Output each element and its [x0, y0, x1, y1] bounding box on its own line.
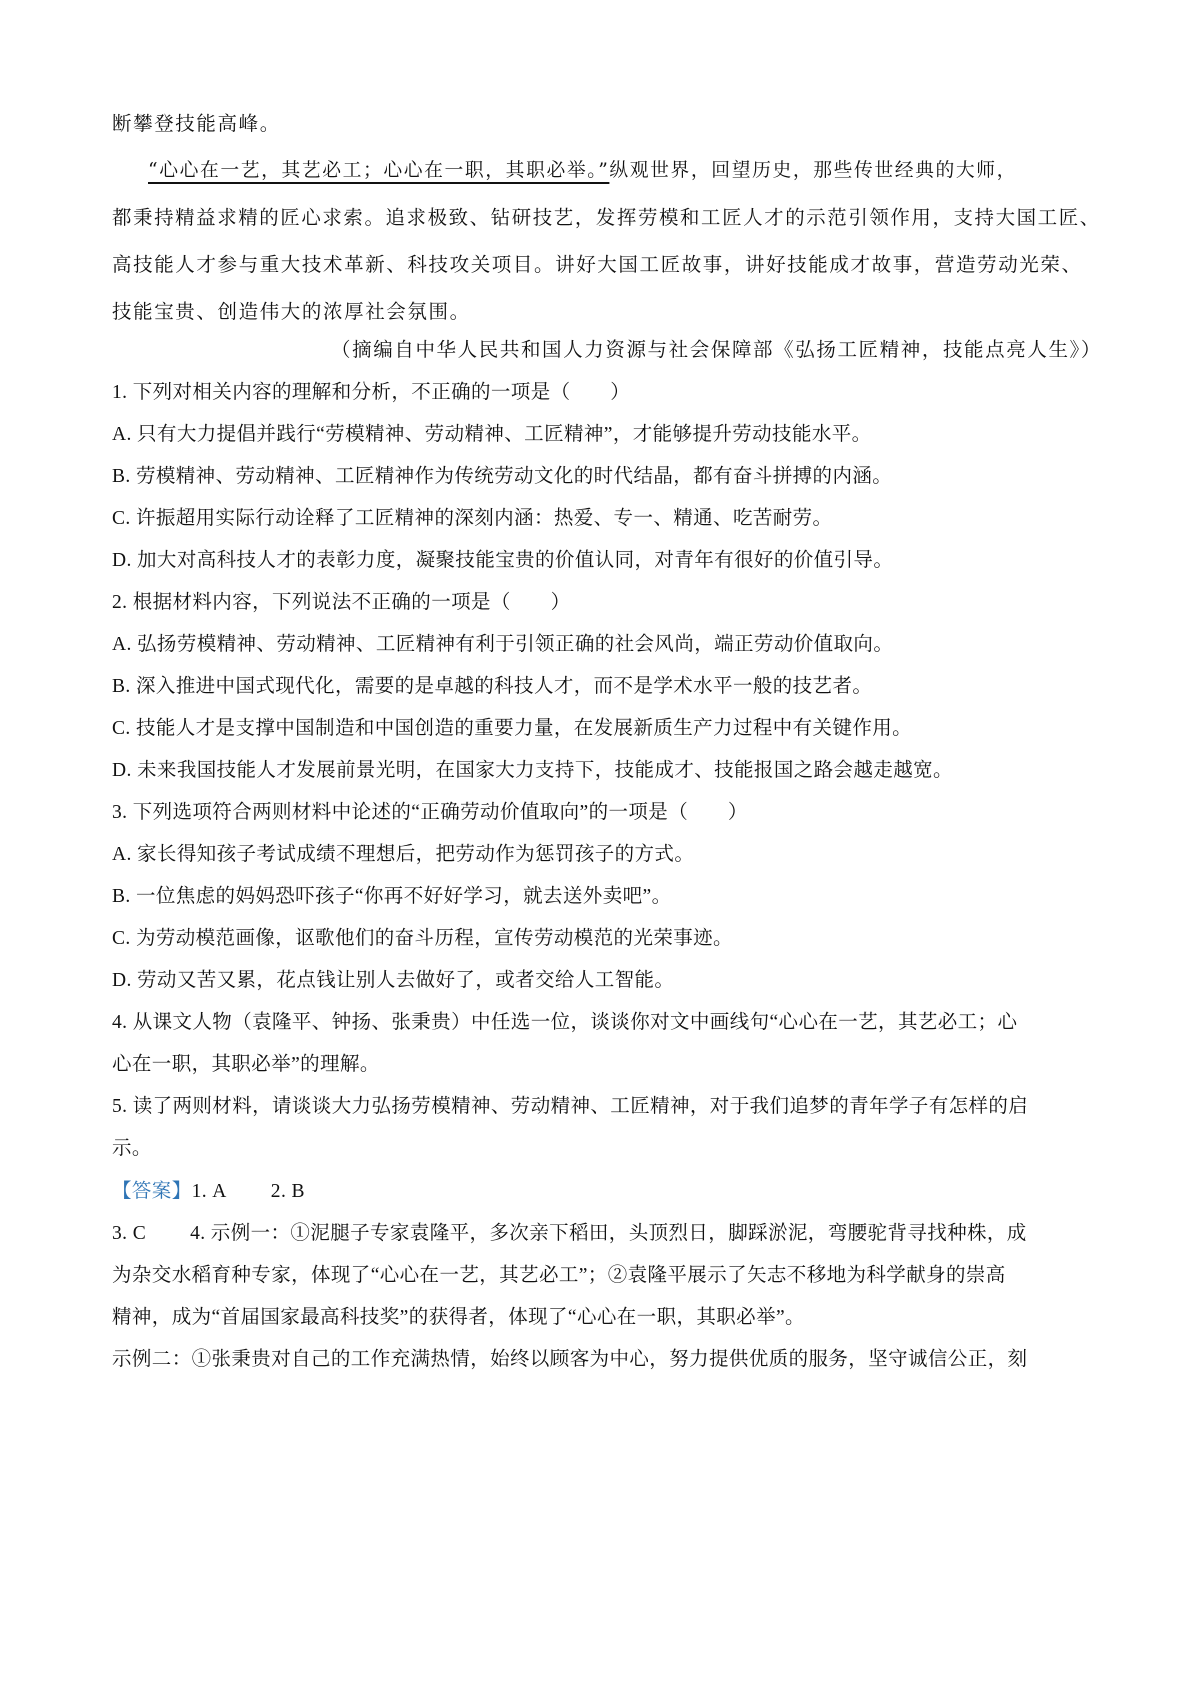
- question-option: C. 为劳动模范画像，讴歌他们的奋斗历程，宣传劳动模范的光荣事迹。: [112, 928, 733, 949]
- answer-4-text: 4. 示例一：①泥腿子专家袁隆平，多次亲下稻田，头顶烈日，脚踩淤泥，弯腰驼背寻找种株，成: [190, 1223, 1027, 1244]
- answer-tag: 【答案】: [112, 1181, 192, 1202]
- question-option: C. 技能人才是支撑中国制造和中国创造的重要力量，在发展新质生产力过程中有关键作用。: [112, 718, 913, 739]
- question-option: A. 只有大力提倡并践行“劳模精神、劳动精神、工匠精神”，才能够提升劳动技能水平。: [112, 424, 872, 445]
- answer-line: 精神，成为“首届国家最高科技奖”的获得者，体现了“心心在一职，其职必举”。: [112, 1307, 805, 1328]
- answer-line: [112, 1219, 1102, 1249]
- passage-line: 技能宝贵、创造伟大的浓厚社会氛围。: [112, 300, 471, 323]
- answer-line: 示例二：①张秉贵对自己的工作充满热情，始终以顾客为中心，努力提供优质的服务，坚守诚信公正，刻: [112, 1349, 1028, 1370]
- question-option: A. 弘扬劳模精神、劳动精神、工匠精神有利于引领正确的社会风尚，端正劳动价值取向。: [112, 634, 894, 655]
- question-option: B. 一位焦虑的妈妈恐吓孩子“你再不好好学习，就去送外卖吧”。: [112, 886, 672, 907]
- source-citation: （摘编自中华人民共和国人力资源与社会保障部《弘扬工匠精神，技能点亮人生》）: [331, 338, 1102, 361]
- question-stem: 2. 根据材料内容，下列说法不正确的一项是（ ）: [112, 592, 571, 613]
- answer-3: 3. C: [112, 1223, 147, 1244]
- question-stem: 心在一职，其职必举”的理解。: [112, 1054, 380, 1075]
- passage-line: 都秉持精益求精的匠心求索。追求极致、钻研技艺，发挥劳模和工匠人才的示范引领作用，支持大国工匠、: [112, 206, 1101, 229]
- question-option: A. 家长得知孩子考试成绩不理想后，把劳动作为惩罚孩子的方式。: [112, 844, 695, 865]
- question-stem: 3. 下列选项符合两则材料中论述的“正确劳动价值取向”的一项是（ ）: [112, 802, 748, 823]
- underlined-quote: “心心在一艺，其艺必工；心心在一职，其职必举。”: [148, 160, 610, 181]
- passage-text: 纵观世界，回望历史，那些传世经典的大师，: [609, 160, 1018, 181]
- question-option: D. 劳动又苦又累，花点钱让别人去做好了，或者交给人工智能。: [112, 970, 675, 991]
- question-option: B. 深入推进中国式现代化，需要的是卓越的科技人才，而不是学术水平一般的技艺者。: [112, 676, 873, 697]
- passage-line: 高技能人才参与重大技术革新、科技攻关项目。讲好大国工匠故事，讲好技能成才故事，营造劳动光荣、: [112, 253, 1083, 276]
- passage-line: [148, 156, 1138, 186]
- question-stem: 4. 从课文人物（袁隆平、钟扬、张秉贵）中任选一位，谈谈你对文中画线句“心心在一艺，其艺必工；心: [112, 1012, 1018, 1033]
- question-option: D. 未来我国技能人才发展前景光明，在国家大力支持下，技能成才、技能报国之路会越走越宽。: [112, 760, 953, 781]
- question-stem: 示。: [112, 1138, 152, 1159]
- question-option: C. 许振超用实际行动诠释了工匠精神的深刻内涵：热爱、专一、精通、吃苦耐劳。: [112, 508, 833, 529]
- question-stem: 5. 读了两则材料，请谈谈大力弘扬劳模精神、劳动精神、工匠精神，对于我们追梦的青年学子有怎样的启: [112, 1096, 1029, 1117]
- answer-2: 2. B: [270, 1181, 305, 1202]
- answer-1: 1. A: [191, 1181, 227, 1202]
- answer-line: [112, 1177, 1102, 1207]
- passage-line: 断攀登技能高峰。: [112, 112, 281, 135]
- question-option: B. 劳模精神、劳动精神、工匠精神作为传统劳动文化的时代结晶，都有奋斗拼搏的内涵。: [112, 466, 893, 487]
- answer-line: 为杂交水稻育种专家，体现了“心心在一艺，其艺必工”；②袁隆平展示了矢志不移地为科学献身的崇高: [112, 1265, 1006, 1286]
- question-option: D. 加大对高科技人才的表彰力度，凝聚技能宝贵的价值认同，对青年有很好的价值引导。: [112, 550, 894, 571]
- question-stem: 1. 下列对相关内容的理解和分析，不正确的一项是（ ）: [112, 382, 631, 403]
